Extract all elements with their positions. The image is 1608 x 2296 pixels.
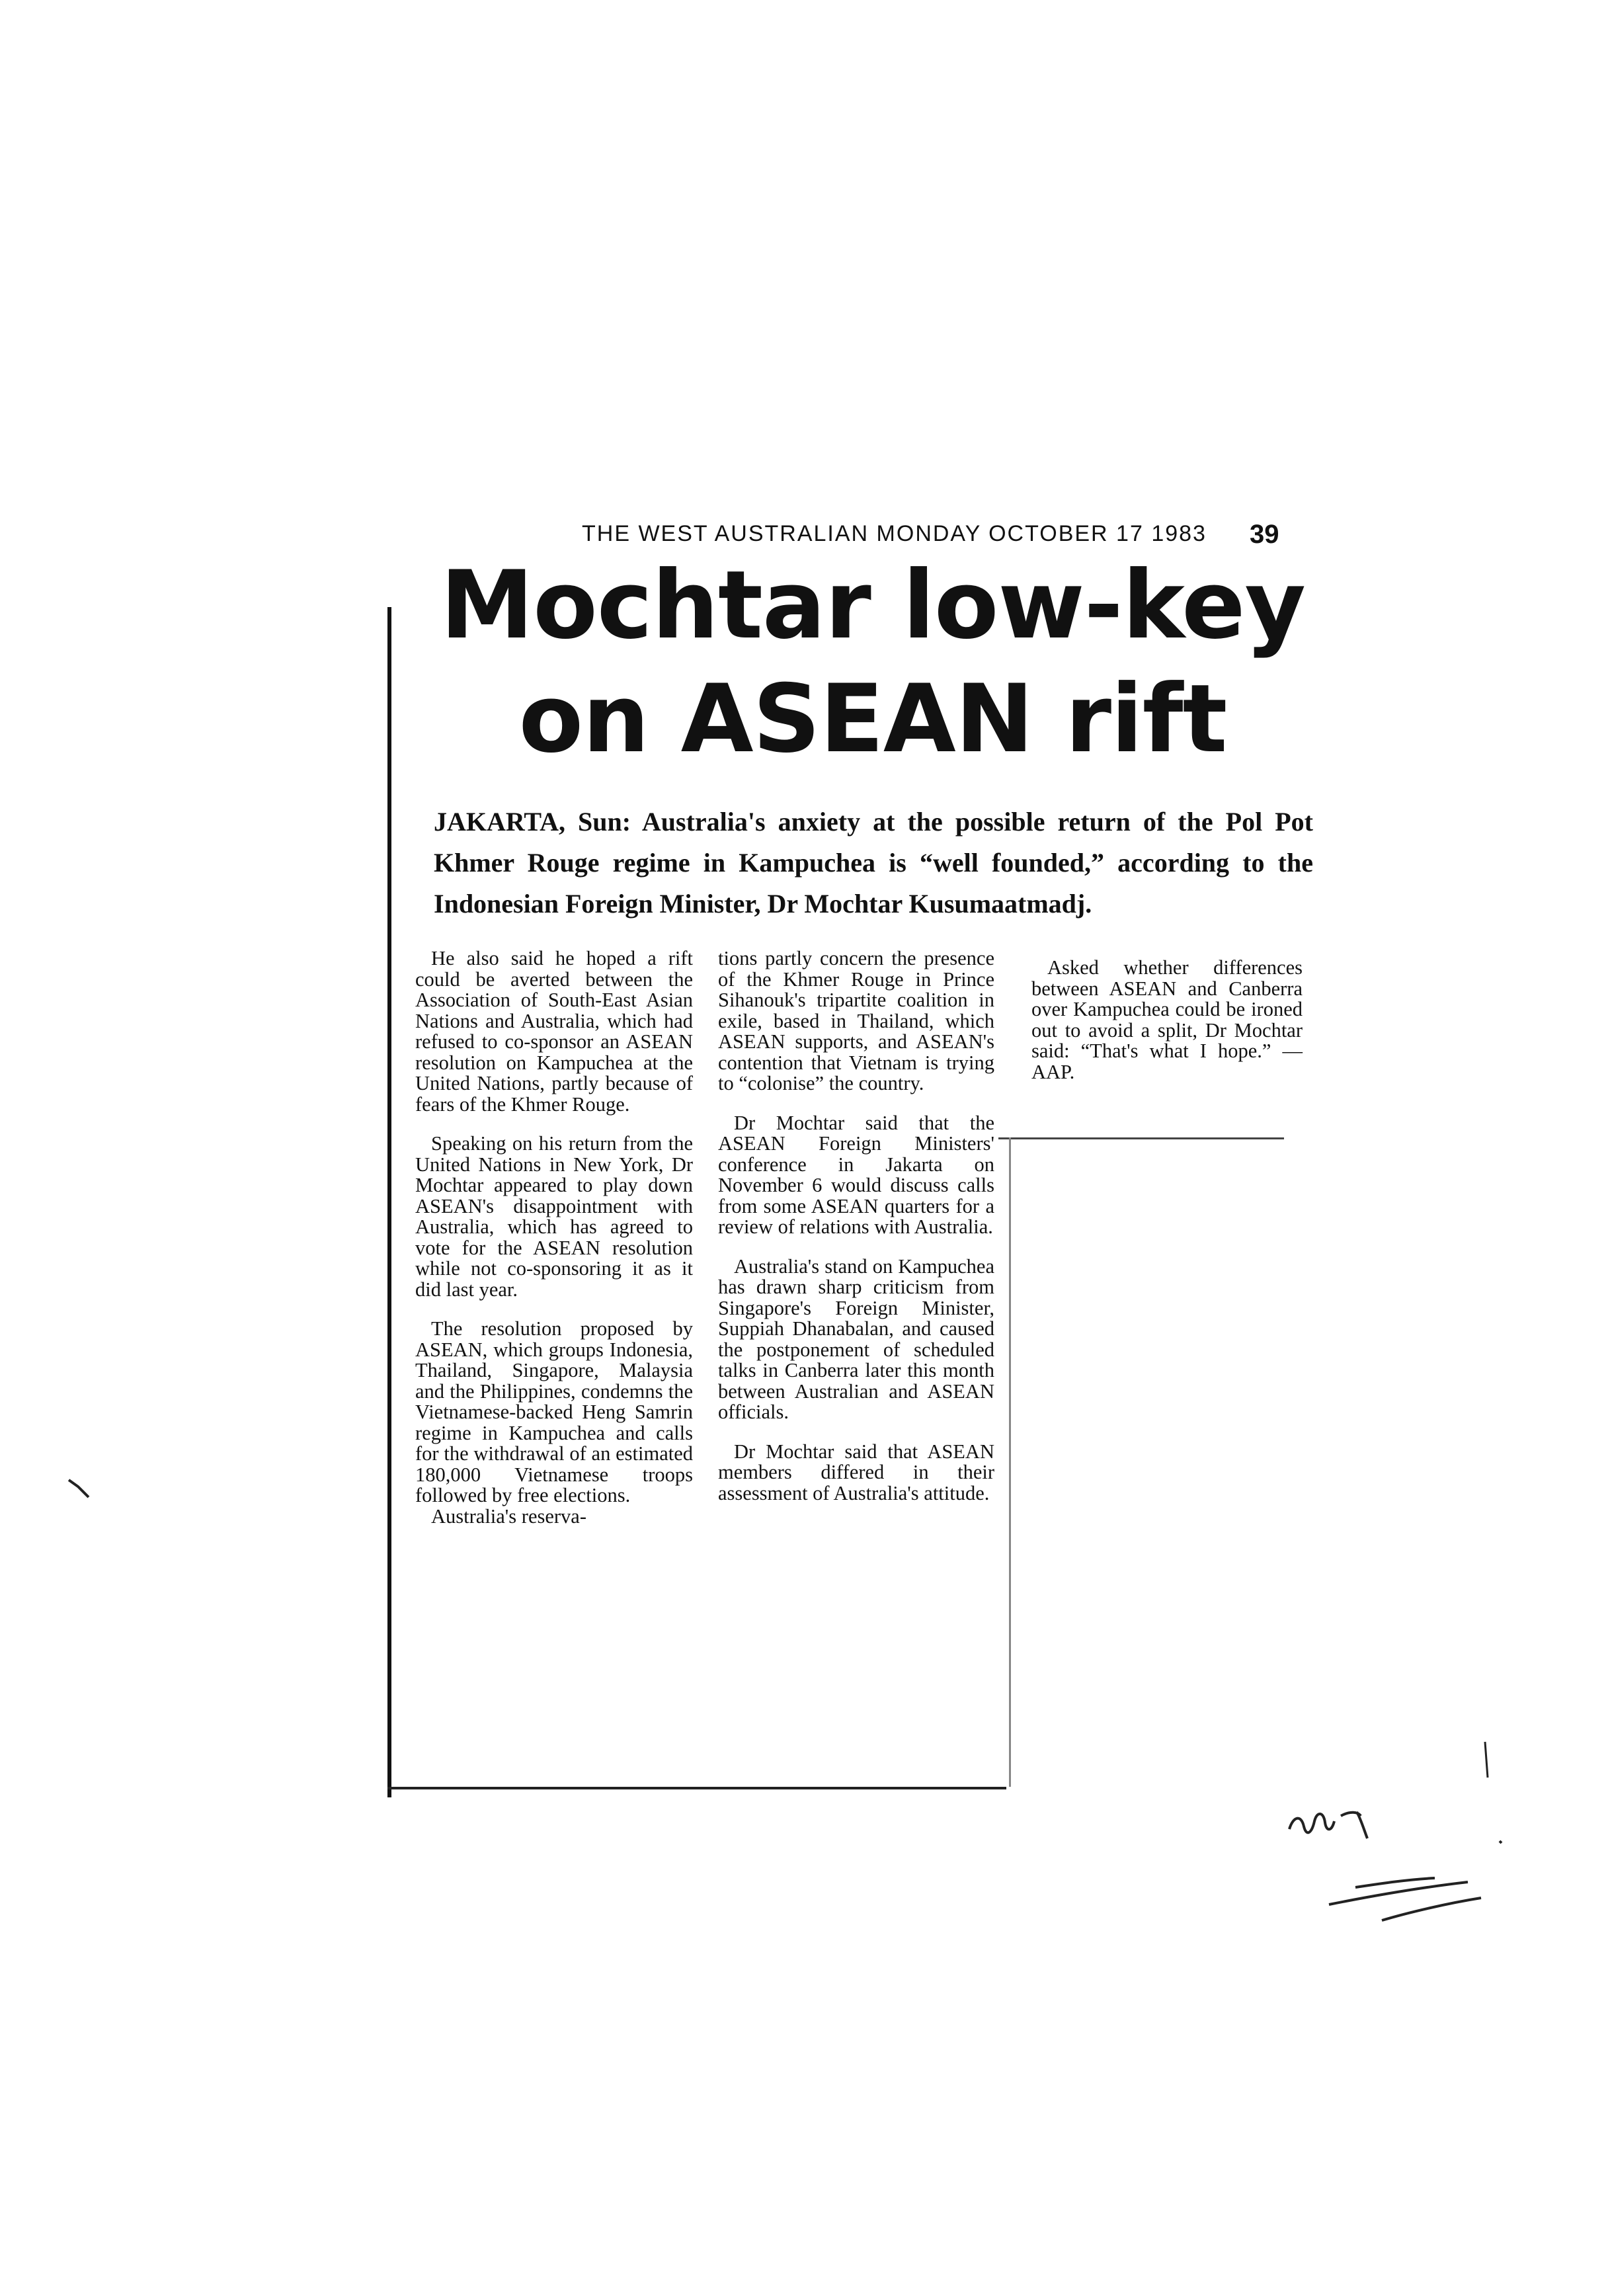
paragraph: The resolution proposed by ASEAN, which groups Indonesia, Thailand, Singapore, Malaysia and the Philippines, condemns the Vietnamese-backed Heng Samrin regime in Kampuchea and calls for the withdrawal of an estimated 180,000 Vietnamese troops followed by free elections. <box>415 1317 693 1506</box>
paragraph: Asked whether differences between ASEAN and Canberra over Kampuchea could be ironed out to avoid a split, Dr Mochtar said: “That's what I hope.” —AAP. <box>1031 956 1303 1083</box>
paragraph: Australia's reserva- <box>431 1504 586 1528</box>
paragraph: tions partly concern the presence of the Khmer Rouge in Prince Sihanouk's tripartite coalition in exile, based in Thailand, which ASEAN supports, and ASEAN's contention that Vietnam is trying to “colonise” the country. <box>718 947 994 1094</box>
dateline-text: THE WEST AUSTRALIAN MONDAY OCTOBER 17 1983 <box>582 521 1207 546</box>
headline-line-1: Mochtar low-key <box>440 551 1306 660</box>
page-number: 39 <box>1250 520 1279 549</box>
headline-line-2: on ASEAN rift <box>518 665 1227 774</box>
paragraph: He also said he hoped a rift could be averted between the Association of South-East Asian Nations and Australia, which had refused to co-sponsor an ASEAN resolution on Kampuchea at the United Nations, partly because of fears of the Khmer Rouge. <box>415 947 693 1116</box>
lede-paragraph: JAKARTA, Sun: Australia's anxiety at the possible return of the Pol Pot Khmer Rouge regime in Kampuchea is “well founded,” according to the Indonesian Foreign Minister, Dr Mochtar Kusumaatmadj. <box>434 807 1313 919</box>
paragraph: Speaking on his return from the United Nations in New York, Dr Mochtar appeared to play down ASEAN's disappointment with Australia, which has agreed to vote for the ASEAN resolution while not co-sponsoring it as it did last year. <box>415 1132 693 1301</box>
paragraph: Dr Mochtar said that ASEAN members differed in their assessment of Australia's attitude. <box>718 1440 994 1504</box>
paragraph: Australia's stand on Kampuchea has drawn sharp criticism from Singapore's Foreign Minister, Suppiah Dhanabalan, and caused the postponement of scheduled talks in Canberra later this month between Australian and ASEAN officials. <box>718 1254 994 1423</box>
paragraph: Dr Mochtar said that the ASEAN Foreign Ministers' conference in Jakarta on November 6 would discuss calls from some ASEAN quarters for a review of relations with Australia. <box>718 1111 994 1238</box>
